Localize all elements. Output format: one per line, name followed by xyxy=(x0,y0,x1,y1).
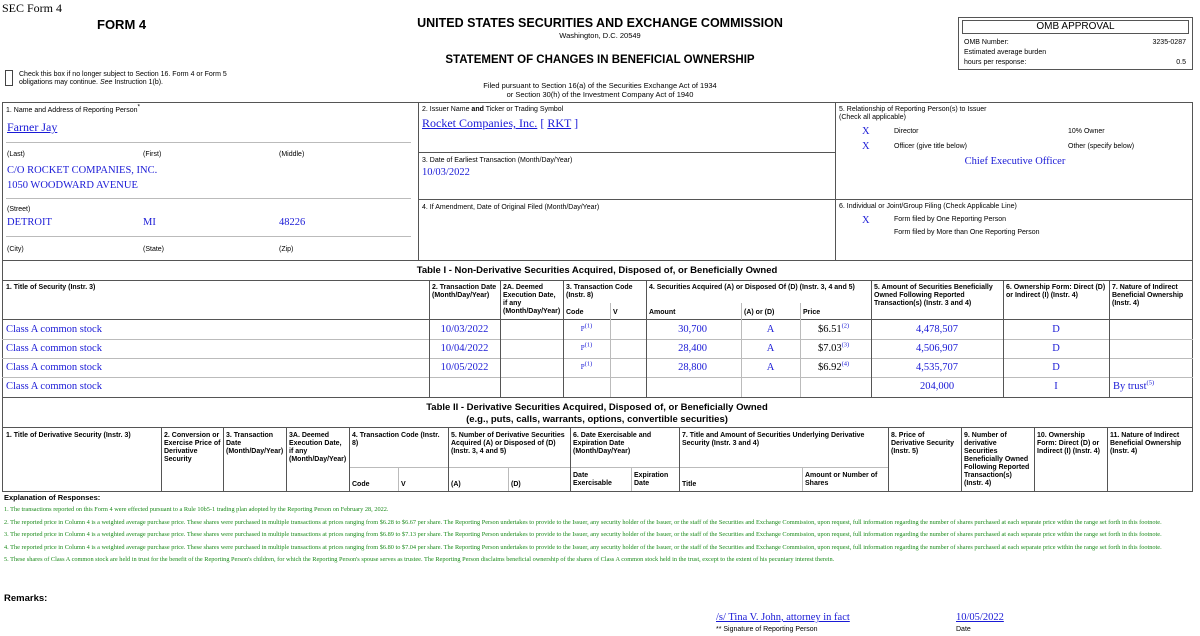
t1-row1-title: Class A common stock xyxy=(6,324,102,335)
earliest-transaction-date: 10/03/2022 xyxy=(422,167,470,178)
ticker-bracket-right: ] xyxy=(571,116,579,130)
t1-row2-title: Class A common stock xyxy=(6,343,102,354)
t1-row1-date: 10/03/2022 xyxy=(440,324,489,335)
t1-h2: 2. Transaction Date (Month/Day/Year) xyxy=(432,284,497,299)
footnote-5: 5. These shares of Class A common stock are held in trust for the benefit of the Reporting Person's children, for which the Reporting Person's spouse serves as trustee. The Reporting Person disclaims beneficial ownership of the shares of Class A common stock held in the trust, except to the extent of his pecuniary interest therein. xyxy=(4,556,835,563)
t2-h8: 8. Price of Derivative Security (Instr. 5) xyxy=(891,432,955,455)
t2-sub-d: (D) xyxy=(511,481,521,488)
filed-line-2: or Section 30(h) of the Investment Company Act of 1940 xyxy=(506,90,694,99)
table1-title: Table I - Non-Derivative Securities Acquired, Disposed of, or Beneficially Owned xyxy=(416,265,778,276)
filed-pursuant xyxy=(380,81,820,99)
t1-row2-price xyxy=(818,342,849,355)
footnote-2: 2. The reported price in Column 4 is a weighted average purchase price. These shares were purchased in multiple transactions at prices ranging from $6.28 to $6.67 per share. The Reporting Person undertakes to provide to the Issuer, any security holder of the Issuer, or the staff of the Securities and Exchange Commission, upon request, full information regarding the number of shares purchased at each separate price within the range set forth in this footnote. xyxy=(4,518,1162,526)
more-persons-label: Form filed by More than One Reporting Person xyxy=(894,229,1040,236)
director-label: Director xyxy=(894,128,919,135)
t2-sub-amount: Amount or Number of Shares xyxy=(805,472,878,487)
footnote-3: 3. The reported price in Column 4 is a weighted average purchase price. These shares were purchased in multiple transactions at prices ranging from $6.89 to $7.13 per share. The Reporting Person undertakes to provide to the Issuer, any security holder of the Issuer, or the staff of the Securities and Exchange Commission, upon request, full information regarding the number of shares purchased at each separate price within the range set forth in this footnote. xyxy=(4,531,1162,538)
one-person-label: Form filed by One Reporting Person xyxy=(894,216,1007,223)
t1-row3-code-fn: (1) xyxy=(584,360,593,368)
t1-row2-code-text: P xyxy=(580,344,585,352)
sec-form-label: SEC Form 4 xyxy=(2,1,63,15)
checkbox-see: See xyxy=(99,79,113,86)
t1-row3-ad: A xyxy=(766,362,775,373)
t1-row2-ad: A xyxy=(766,343,775,354)
t1-row4-nature-text: By trust xyxy=(1113,381,1147,392)
zip-value: 48226 xyxy=(279,217,306,228)
signature-date-text: 10/05/2022 xyxy=(956,612,1004,623)
t1-row4-form: I xyxy=(1054,381,1058,392)
reporting-person-name[interactable] xyxy=(7,120,57,135)
t2-sub-expiration: Expiration Date xyxy=(634,472,669,487)
t2-h2: 2. Conversion or Exercise Price of Derivative Security xyxy=(164,432,221,463)
t1-row4-nature-fn: (5) xyxy=(1146,379,1155,387)
signature xyxy=(716,612,850,623)
address-line-2: 1050 WOODWARD AVENUE xyxy=(7,180,138,191)
t1-row1-price xyxy=(818,323,849,336)
officer-label: Officer (give title below) xyxy=(894,143,968,150)
t1-row3-price xyxy=(818,361,849,374)
t2-h5: 5. Number of Derivative Securities Acquired (A) or Disposed of (D) (Instr. 3, 4 and 5) xyxy=(451,432,565,455)
footnotes xyxy=(4,505,1184,565)
director-check: X xyxy=(862,126,870,137)
agency-title: UNITED STATES SECURITIES AND EXCHANGE COMMISSION xyxy=(417,16,783,30)
remarks-heading: Remarks: xyxy=(4,593,48,604)
t2-h6: 6. Date Exercisable and Expiration Date (Month/Day/Year) xyxy=(573,432,652,455)
omb-hours: 0.5 xyxy=(1176,59,1186,66)
last-label: (Last) xyxy=(7,151,25,158)
address-line-1: C/O ROCKET COMPANIES, INC. xyxy=(7,165,158,176)
checkbox-instr: Instruction 1(b). xyxy=(114,79,164,86)
t1-sub-price: Price xyxy=(803,309,821,316)
omb-number: 3235-0287 xyxy=(1152,39,1186,46)
t1-row3-title: Class A common stock xyxy=(6,362,102,373)
t1-row2-owned: 4,506,907 xyxy=(916,343,958,354)
t1-row1-price-fn: (2) xyxy=(841,322,850,330)
t2-h3: 3. Transaction Date (Month/Day/Year) xyxy=(226,432,284,455)
t1-h7: 7. Nature of Indirect Beneficial Ownership (Instr. 4) xyxy=(1112,284,1184,307)
agency-location: Washington, D.C. 20549 xyxy=(559,31,641,40)
footnote-1: 1. The transactions reported on this Form 4 were effected pursuant to a Rule 10b5-1 trading plan adopted by the Reporting Person on February 28, 2022. xyxy=(4,506,389,513)
other-label: Other (specify below) xyxy=(1068,143,1135,150)
signature-text: /s/ Tina V. John, attorney in fact xyxy=(716,612,850,623)
officer-check: X xyxy=(862,141,870,152)
box4-label: 4. If Amendment, Date of Original Filed (Month/Day/Year) xyxy=(422,204,600,211)
t2-sub-code: Code xyxy=(352,481,370,488)
ticker-bracket-left: [ xyxy=(537,116,548,130)
street-label: (Street) xyxy=(7,206,31,213)
t2-h4: 4. Transaction Code (Instr. 8) xyxy=(352,432,440,447)
t1-sub-v: V xyxy=(613,309,618,316)
one-person-check: X xyxy=(862,215,870,226)
t1-h2a: 2A. Deemed Execution Date, if any (Month/Day/Year) xyxy=(503,284,561,315)
table2-title xyxy=(2,402,1192,426)
t1-row3-owned: 4,535,707 xyxy=(916,362,958,373)
filed-line-1: Filed pursuant to Section 16(a) of the Securities Exchange Act of 1934 xyxy=(483,81,717,90)
t1-row2-code xyxy=(563,342,610,355)
t1-row1-code-text: P xyxy=(580,325,585,333)
t1-row1-owned: 4,478,507 xyxy=(916,324,958,335)
t2-h11: 11. Nature of Indirect Beneficial Ownership (Instr. 4) xyxy=(1110,432,1182,455)
t1-row4-owned: 204,000 xyxy=(919,381,955,392)
t2-h7: 7. Title and Amount of Securities Underlying Derivative Security (Instr. 3 and 4) xyxy=(682,432,865,447)
statement-title: STATEMENT OF CHANGES IN BENEFICIAL OWNERSHIP xyxy=(445,54,755,66)
t2-sub-date-exercisable: Date Exercisable xyxy=(573,472,612,487)
checkbox-text-2: obligations may continue. xyxy=(19,79,98,86)
t1-h1: 1. Title of Security (Instr. 3) xyxy=(6,284,96,291)
t1-row3-price-fn: (4) xyxy=(841,360,850,368)
box1-label-text: 1. Name and Address of Reporting Person xyxy=(6,107,138,114)
t2-h10: 10. Ownership Form: Direct (D) or Indirect (I) (Instr. 4) xyxy=(1037,432,1101,455)
box2-label-c: Ticker or Trading Symbol xyxy=(483,106,564,113)
box5-label-1: 5. Relationship of Reporting Person(s) to Issuer xyxy=(839,106,987,113)
t1-row4-title: Class A common stock xyxy=(6,381,102,392)
form-title: FORM 4 xyxy=(97,17,147,32)
table2-title-1: Table II - Derivative Securities Acquired, Disposed of, or Beneficially Owned xyxy=(426,402,768,413)
checkbox-text-line-1: Check this box if no longer subject to Section 16. Form 4 or Form 5 xyxy=(19,71,227,78)
t1-h5: 5. Amount of Securities Beneficially Owned Following Reported Transaction(s) (Instr. 3 and 4) xyxy=(874,284,993,307)
state-label: (State) xyxy=(143,246,165,253)
t1-row2-code-fn: (1) xyxy=(584,341,593,349)
signature-date xyxy=(956,612,1004,623)
box1-star: * xyxy=(137,103,141,111)
t1-h6: 6. Ownership Form: Direct (D) or Indirect (I) (Instr. 4) xyxy=(1006,284,1106,299)
box5-label-2: (Check all applicable) xyxy=(839,114,906,121)
omb-burden-label: Estimated average burden xyxy=(964,49,1047,56)
t1-h3: 3. Transaction Code (Instr. 8) xyxy=(566,284,633,299)
t1-row2-date: 10/04/2022 xyxy=(440,343,489,354)
table2-title-2: (e.g., puts, calls, warrants, options, convertible securities) xyxy=(466,414,728,425)
t1-h4: 4. Securities Acquired (A) or Disposed Of (D) (Instr. 3, 4 and 5) xyxy=(649,284,855,291)
first-label: (First) xyxy=(143,151,162,158)
section16-checkbox[interactable] xyxy=(5,70,13,86)
ticker-link[interactable]: RKT xyxy=(547,116,572,130)
box2-label-a: 2. Issuer Name xyxy=(422,106,472,113)
zip-label: (Zip) xyxy=(279,246,294,253)
officer-title: Chief Executive Officer xyxy=(964,156,1066,167)
t1-row3-code xyxy=(563,361,610,374)
box3-label: 3. Date of Earliest Transaction (Month/Day/Year) xyxy=(422,157,573,164)
t2-h1: 1. Title of Derivative Security (Instr. 3) xyxy=(6,432,131,439)
t1-row3-amount: 28,800 xyxy=(678,362,707,373)
t2-h9: 9. Number of derivative Securities Beneficially Owned Following Reported Transaction(s) (Instr. 4) xyxy=(964,432,1030,487)
box6-label: 6. Individual or Joint/Group Filing (Check Applicable Line) xyxy=(839,203,1017,210)
t1-row3-form: D xyxy=(1052,362,1060,373)
t1-row1-form: D xyxy=(1052,324,1060,335)
t2-sub-a: (A) xyxy=(451,481,461,488)
state-value: MI xyxy=(143,217,156,228)
omb-number-label: OMB Number: xyxy=(964,39,1009,46)
box1-label xyxy=(6,103,141,115)
t1-row3-date: 10/05/2022 xyxy=(440,362,489,373)
t1-sub-ad: (A) or (D) xyxy=(744,309,775,316)
t1-row1-code xyxy=(563,323,610,336)
t1-row1-ad: A xyxy=(766,324,775,335)
issuer-name xyxy=(422,116,578,131)
checkbox-text xyxy=(19,71,227,87)
t1-row1-price-text: $6.51 xyxy=(818,324,842,335)
city-label: (City) xyxy=(7,246,24,253)
issuer-link[interactable]: Rocket Companies, Inc. xyxy=(422,116,538,130)
footnote-4: 4. The reported price in Column 4 is a weighted average purchase price. These shares were purchased in multiple transactions at prices ranging from $6.80 to $7.04 per share. The Reporting Person undertakes to provide to the Issuer, any security holder of the Issuer, or the staff of the Securities and Exchange Commission, upon request, full information regarding the number of shares purchased at each separate price within the range set forth in this footnote. xyxy=(4,543,1162,551)
t1-row2-amount: 28,400 xyxy=(678,343,707,354)
t2-h3a: 3A. Deemed Execution Date, if any (Month/Day/Year) xyxy=(289,432,347,463)
t2-sub-v: V xyxy=(401,481,406,488)
reporting-person-name-link[interactable]: Farner Jay xyxy=(7,120,58,134)
checkbox-text-line-2 xyxy=(19,79,227,87)
t1-row1-amount: 30,700 xyxy=(678,324,707,335)
omb-title: OMB APPROVAL xyxy=(962,20,1189,34)
box2-label xyxy=(422,106,563,114)
t1-row2-form: D xyxy=(1052,343,1060,354)
ten-percent-label: 10% Owner xyxy=(1068,128,1105,135)
t1-sub-code: Code xyxy=(566,309,584,316)
signature-label: ** Signature of Reporting Person xyxy=(716,626,818,633)
t1-sub-amount: Amount xyxy=(649,309,676,316)
omb-approval-box xyxy=(958,17,1193,70)
t1-row3-code-text: P xyxy=(580,363,585,371)
city-value: DETROIT xyxy=(7,217,52,228)
t2-sub-title: Title xyxy=(682,481,697,488)
omb-hours-label: hours per response: xyxy=(964,59,1027,66)
box2-label-b: and xyxy=(471,106,484,113)
t1-row2-price-text: $7.03 xyxy=(818,343,842,354)
middle-label: (Middle) xyxy=(279,151,305,158)
explanation-heading: Explanation of Responses: xyxy=(4,493,101,502)
t1-row3-price-text: $6.92 xyxy=(818,362,842,373)
t1-row2-price-fn: (3) xyxy=(841,341,850,349)
t1-row4-nature xyxy=(1113,380,1154,393)
t1-row1-code-fn: (1) xyxy=(584,322,593,330)
date-label: Date xyxy=(956,626,971,633)
